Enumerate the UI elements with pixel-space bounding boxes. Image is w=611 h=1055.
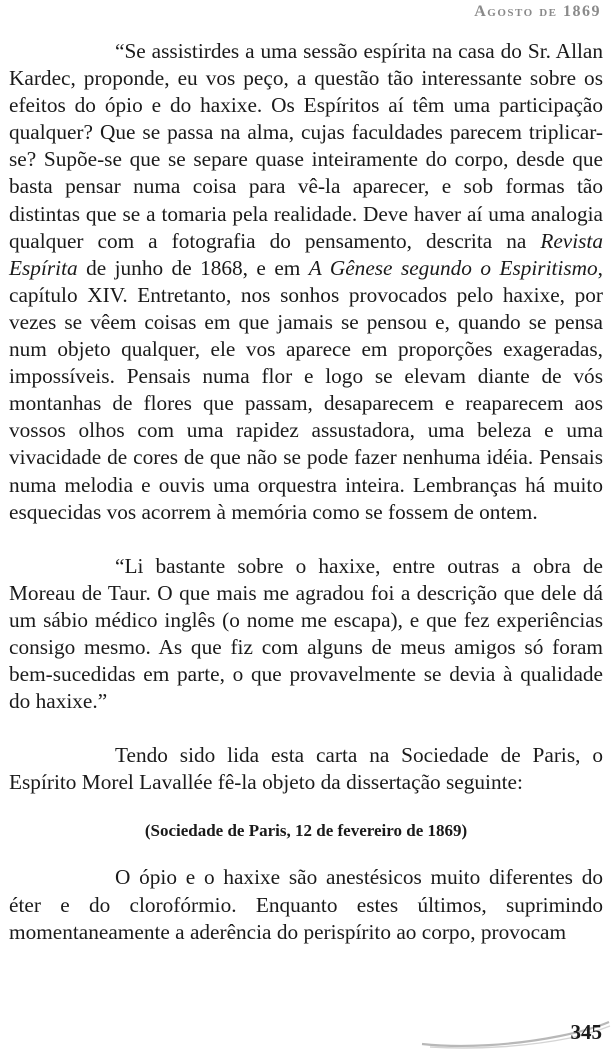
page-body [9,38,603,946]
paragraph-text: , capítulo XIV. Entretanto, nos sonhos provocados pelo haxixe, por vezes se vêem coisas em que jamais se pensou e, quando se pensa num objeto qualquer, ele vos aparece em proporções exageradas, impossíveis. Pensais numa flor e logo se elevam diante de vós montanhas de flores que passam, desaparecem e reaparecem aos vossos olhos com uma rapidez assustadora, uma beleza e uma vivacidade de cores de que não se pode fazer nenhuma idéia. Pensais numa melodia e ouvis uma orquestra inteira. Lembranças há muito esquecidas vos acorrem à memória como se fossem de ontem. [9,255,603,524]
page-number: 345 [570,1020,602,1044]
italic-title-genese: A Gênese segundo o Espiritismo [308,255,598,280]
paragraph-letter-1 [9,38,603,526]
paragraph-letter-2: “Li bastante sobre o haxixe, entre outras a obra de Moreau de Taur. O que mais me agradou foi a descrição que dele dá um sábio médico inglês (o nome me escapa), e que fez experiências consigo mesmo. As que fiz com alguns de meus amigos só foram bem-sucedidas em parte, o que provavelmente se devia à qualidade do haxixe.” [9,553,603,714]
paragraph-dissertation: O ópio e o haxixe são anestésicos muito diferentes do éter e do clorofórmio. Enquanto estes últimos, suprimindo momentaneamente a aderência do perispírito ao corpo, provocam [9,865,603,944]
italic-title-revista: Revista Espírita [9,228,603,280]
running-header: Agosto de 1869 [474,3,601,20]
section-heading: (Sociedade de Paris, 12 de fevereiro de 1869) [144,821,468,841]
paragraph-text: “Se assistirdes a uma sessão espírita na casa do Sr. Allan Kardec, proponde, eu vos peço, a questão tão interessante sobre os efeitos do ópio e do haxixe. Os Espíritos aí têm uma participação qualquer? Que se passa na alma, cujas faculdades parecem triplicar-se? Supõe-se que se separe quase inteiramente do corpo, desde que basta pensar numa coisa para vê-la aparecer, e sob formas tão distintas que se a tomaria pela realidade. Deve haver aí uma analogia qualquer com a fotografia do pensamento, descrita na [9,39,603,253]
page-footer [0,1015,611,1055]
paragraph-text: de junho de 1868, e em [86,255,301,280]
paragraph-intro: Tendo sido lida esta carta na Sociedade de Paris, o Espírito Morel Lavallée fê-la objeto da dissertação seguinte: [9,743,603,795]
